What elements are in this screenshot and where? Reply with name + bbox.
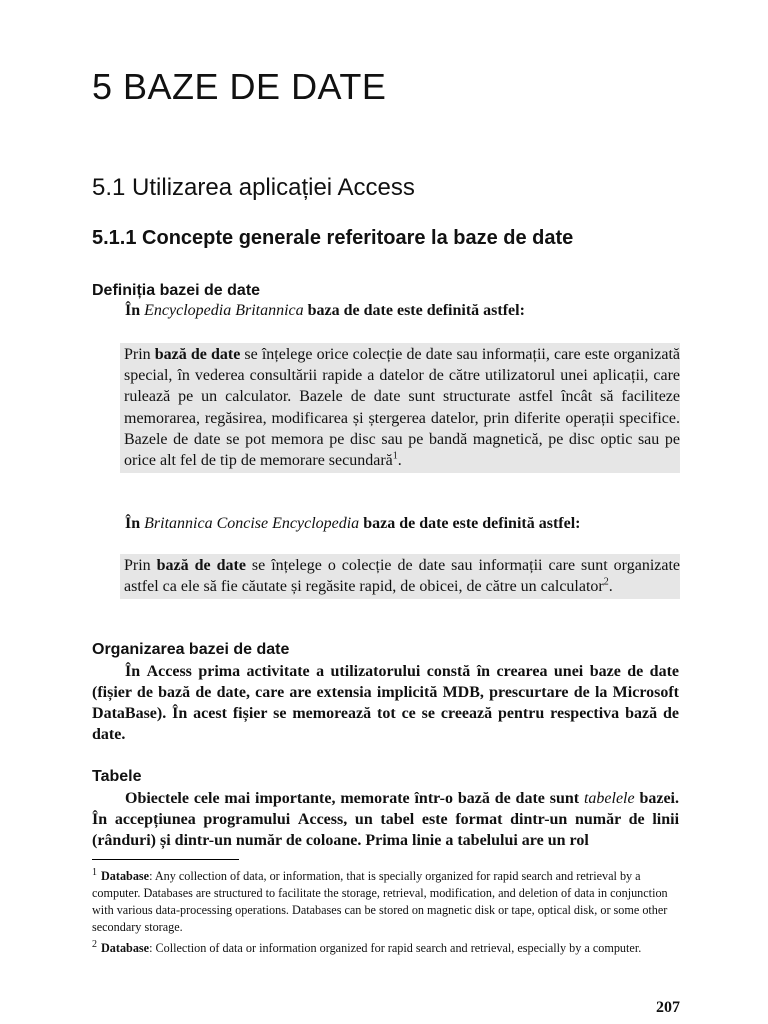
source-name: Britannica Concise Encyclopedia xyxy=(144,515,360,532)
quote-end: . xyxy=(608,578,613,596)
footnote-number: 2 xyxy=(92,938,97,950)
body-text: Obiectele cele mai importante, memorate într-o bază de date sunt xyxy=(125,790,584,807)
body-text: ata xyxy=(103,705,125,722)
footnote-term: Database xyxy=(101,869,150,883)
section-title: 5.1 Utilizarea aplicației Access xyxy=(92,174,415,201)
footnote-2 xyxy=(92,940,677,957)
quote-end: . xyxy=(397,452,402,470)
organization-paragraph xyxy=(92,661,679,745)
emphasis: tabelele xyxy=(583,790,635,807)
footnote-1 xyxy=(92,868,677,936)
chapter-title: 5 BAZE DE DATE xyxy=(92,66,387,107)
intro-text-end: baza de date este definită astfel: xyxy=(359,515,581,532)
footnote-ref[interactable]: 2 xyxy=(603,576,609,588)
footnote-term: Database xyxy=(101,941,150,955)
body-text: icrosoft xyxy=(627,684,680,701)
quote-text: Prin xyxy=(124,346,155,363)
organization-heading: Organizarea bazei de date xyxy=(92,641,290,658)
definition-quote-2 xyxy=(120,554,680,599)
definition-quote-1 xyxy=(120,343,680,473)
extension-name: MDB xyxy=(442,684,480,701)
intro-text: În xyxy=(125,302,145,319)
footnote-separator xyxy=(92,859,239,860)
quote-text: se înțelege o colecție de date sau informații care sunt organizate astfel ca ele să fie căutate și regăsite rapid, de obicei, de către un calculator xyxy=(124,557,681,596)
quote-text: Prin xyxy=(124,557,157,574)
source-name: Encyclopedia Britannica xyxy=(144,302,304,319)
body-text: , prescurtare de la xyxy=(479,684,613,701)
body-text: un tabel este format dintr-un număr de linii (rânduri) și dintr-un număr de coloane. Prima linie a tabelului are un rol xyxy=(92,811,680,849)
subsection-title: 5.1.1 Concepte generale referitoare la baze de date xyxy=(92,227,574,249)
quote-text: se înțelege orice colecție de date sau informații, care este organizată special, în vederea consultării rapide a datelor de către utilizatorul unei aplicații, care rulează pe un calculator. Bazele de date sunt structurate astfel încât să faciliteze memorarea, regăsirea, modificarea și ștergerea datelor, prin diferite operații specifice. Bazele de date se pot memora pe disc sau pe bandă magnetică, pe disc optic sau pe orice alt fel de tip de memorare secundară xyxy=(124,346,681,470)
definition-heading: Definiția bazei de date xyxy=(92,282,261,299)
quote-term: bază de date xyxy=(154,346,241,363)
app-name: Access, xyxy=(297,811,348,828)
quote-term: bază de date xyxy=(156,557,246,574)
app-name: Access xyxy=(146,663,192,680)
footnote-ref[interactable]: 1 xyxy=(392,450,398,462)
footnote-number: 1 xyxy=(92,866,97,878)
body-text: bazei. În accepțiunea programului xyxy=(92,790,679,828)
footnote-text: : Collection of data or information organized for rapid search and retrieval, especially by a computer. xyxy=(149,941,642,955)
footnote-text: : Any collection of data, or information, that is specially organized for rapid search and retrieval by a computer. Databases are structured to facilitate the storage, retrieval, modification, and deletion of data in conjunction with various data-processing operations. Databases can be stored on magnetic disk or tape, optical disk, or some other secondary storage. xyxy=(92,869,668,934)
acronym-letter: D xyxy=(92,705,104,722)
page-number: 207 xyxy=(656,999,680,1016)
tables-paragraph xyxy=(92,788,679,851)
body-text: În xyxy=(125,663,147,680)
definition-intro xyxy=(92,300,679,321)
intro-text: În xyxy=(125,515,145,532)
acronym-letter: M xyxy=(612,684,628,701)
definition-intro-2 xyxy=(92,513,679,534)
intro-text-end: baza de date este definită astfel: xyxy=(303,302,525,319)
tables-heading: Tabele xyxy=(92,768,142,785)
body-text: prima activitate a utilizatorului constă în crearea unei baze de date (fișier de bază de date, care are extensia implicită xyxy=(92,663,680,701)
body-text: ase). În acest fișier se memorează tot ce se creează pentru respectiva bază de date. xyxy=(92,705,679,743)
acronym-letter: B xyxy=(124,705,136,722)
